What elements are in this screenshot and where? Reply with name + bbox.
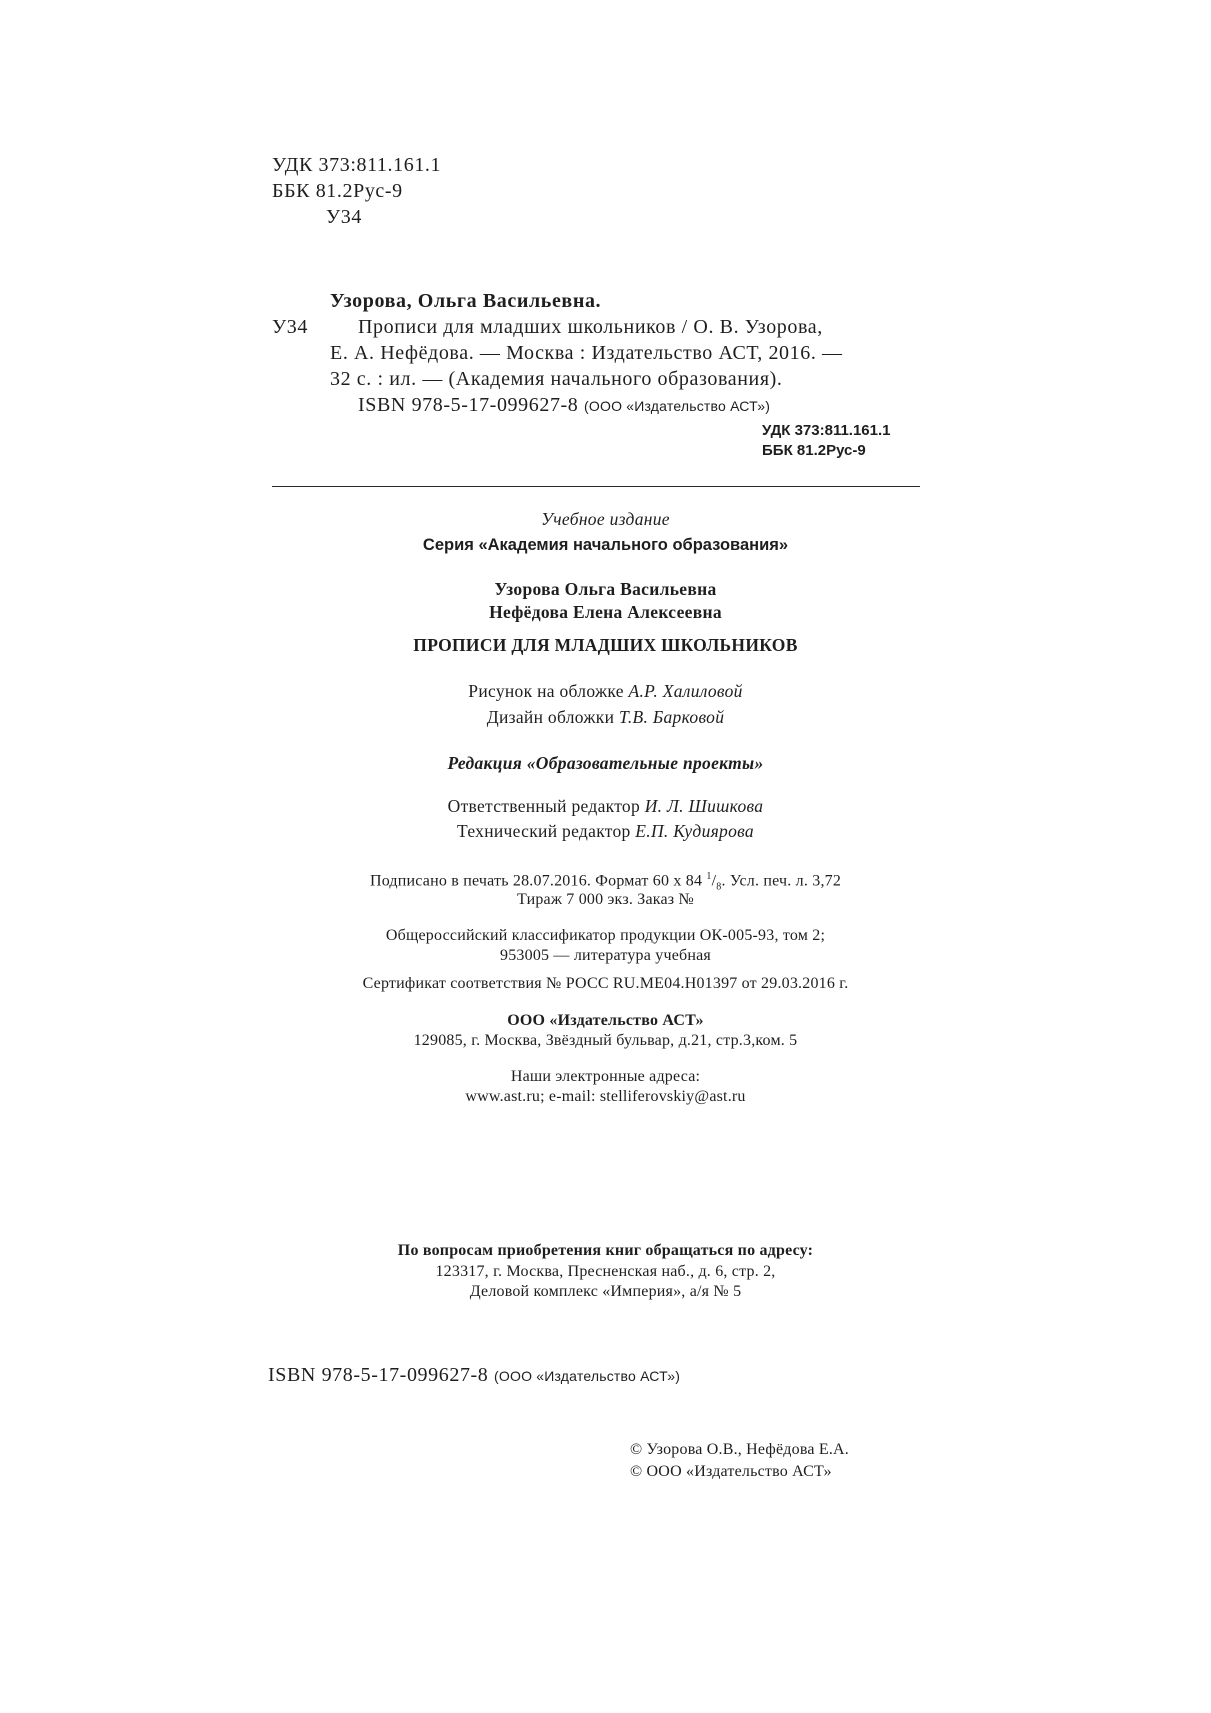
cover-design-credit	[0, 706, 1211, 729]
purchase-heading: По вопросам приобретения книг обращаться по адресу:	[397, 1242, 814, 1259]
horizontal-divider	[272, 486, 920, 487]
emails: www.ast.ru; e-mail: stelliferovskiy@ast.ru	[465, 1088, 746, 1105]
cover-drawing-credit	[0, 680, 1211, 703]
format-fraction-denominator: 8	[716, 881, 722, 893]
print-details: Подписано в печать 28.07.2016. Формат 60 х 84 $^1/_8$. Усл. печ. л. 3,72	[369, 871, 842, 893]
footer-isbn-publisher: (ООО «Издательство АСТ»)	[494, 1368, 681, 1384]
classifier-line-2: 953005 — литература учебная	[500, 947, 711, 964]
classifier-line-1: Общероссийский классификатор продукции ОК-005-93, том 2;	[385, 927, 826, 944]
footer-isbn	[268, 1362, 680, 1389]
bbk-code: ББК 81.2Рус-9	[272, 180, 403, 202]
udk-code: УДК 373:811.161.1	[272, 154, 442, 176]
editorial-office: Редакция «Образовательные проекты»	[447, 753, 764, 773]
catalog-isbn-number: ISBN 978-5-17-099627-8	[358, 394, 579, 416]
catalog-line-1: Прописи для младших школьников / О. В. Узорова,	[358, 316, 823, 338]
circulation: Тираж 7 000 экз. Заказ №	[517, 891, 694, 908]
publisher-name: ООО «Издательство АСТ»	[507, 1012, 704, 1029]
copyright-publisher: © ООО «Издательство АСТ»	[630, 1463, 832, 1480]
cover-design-name: Т.В. Барковой	[618, 707, 725, 727]
certificate: Сертификат соответствия № РОСС RU.ME04.H01397 от 29.03.2016 г.	[362, 975, 849, 992]
print-details-end: . Усл. печ. л. 3,72	[721, 872, 842, 890]
tech-editor-credit	[0, 820, 1211, 843]
editor-label: Ответственный редактор	[447, 796, 641, 816]
publisher-address: 129085, г. Москва, Звёздный бульвар, д.21, стр.3,ком. 5	[413, 1032, 798, 1049]
copyright-authors: © Узорова О.В., Нефёдова Е.А.	[630, 1441, 850, 1458]
purchase-line-1: 123317, г. Москва, Пресненская наб., д. 6, стр. 2,	[435, 1263, 776, 1280]
print-details-start: Подписано в печать 28.07.2016. Формат 60 х 84	[369, 872, 703, 890]
cover-drawing-name: А.Р. Халиловой	[628, 681, 743, 701]
catalog-udk: УДК 373:811.161.1	[762, 422, 891, 439]
book-title: ПРОПИСИ ДЛЯ МЛАДШИХ ШКОЛЬНИКОВ	[413, 635, 798, 655]
edition-type: Учебное издание	[541, 509, 670, 529]
purchase-line-2: Деловой комплекс «Империя», а/я № 5	[469, 1283, 742, 1300]
catalog-author: Узорова, Ольга Васильевна.	[330, 290, 602, 312]
editor-credit	[0, 795, 1211, 818]
catalog-isbn	[358, 392, 770, 419]
series-title: Серия «Академия начального образования»	[422, 536, 789, 554]
cover-design-label: Дизайн обложки	[486, 707, 615, 727]
cover-drawing-label: Рисунок на обложке	[468, 681, 624, 701]
emails-label: Наши электронные адреса:	[510, 1068, 701, 1085]
footer-isbn-number: ISBN 978-5-17-099627-8	[268, 1364, 489, 1386]
author-2: Нефёдова Елена Алексеевна	[489, 602, 722, 622]
catalog-author-mark: У34	[272, 316, 308, 338]
author-1: Узорова Ольга Васильевна	[494, 579, 717, 599]
format-fraction-numerator: 1	[706, 871, 712, 882]
editor-name: И. Л. Шишкова	[644, 796, 764, 816]
author-mark: У34	[326, 206, 362, 228]
catalog-line-3: 32 с. : ил. — (Академия начального образования).	[330, 368, 783, 390]
catalog-isbn-publisher: (ООО «Издательство АСТ»)	[584, 398, 771, 414]
tech-editor-label: Технический редактор	[457, 821, 631, 841]
tech-editor-name: Е.П. Кудиярова	[635, 821, 754, 841]
catalog-bbk: ББК 81.2Рус-9	[762, 442, 866, 459]
catalog-line-2: Е. А. Нефёдова. — Москва : Издательство АСТ, 2016. —	[330, 342, 843, 364]
